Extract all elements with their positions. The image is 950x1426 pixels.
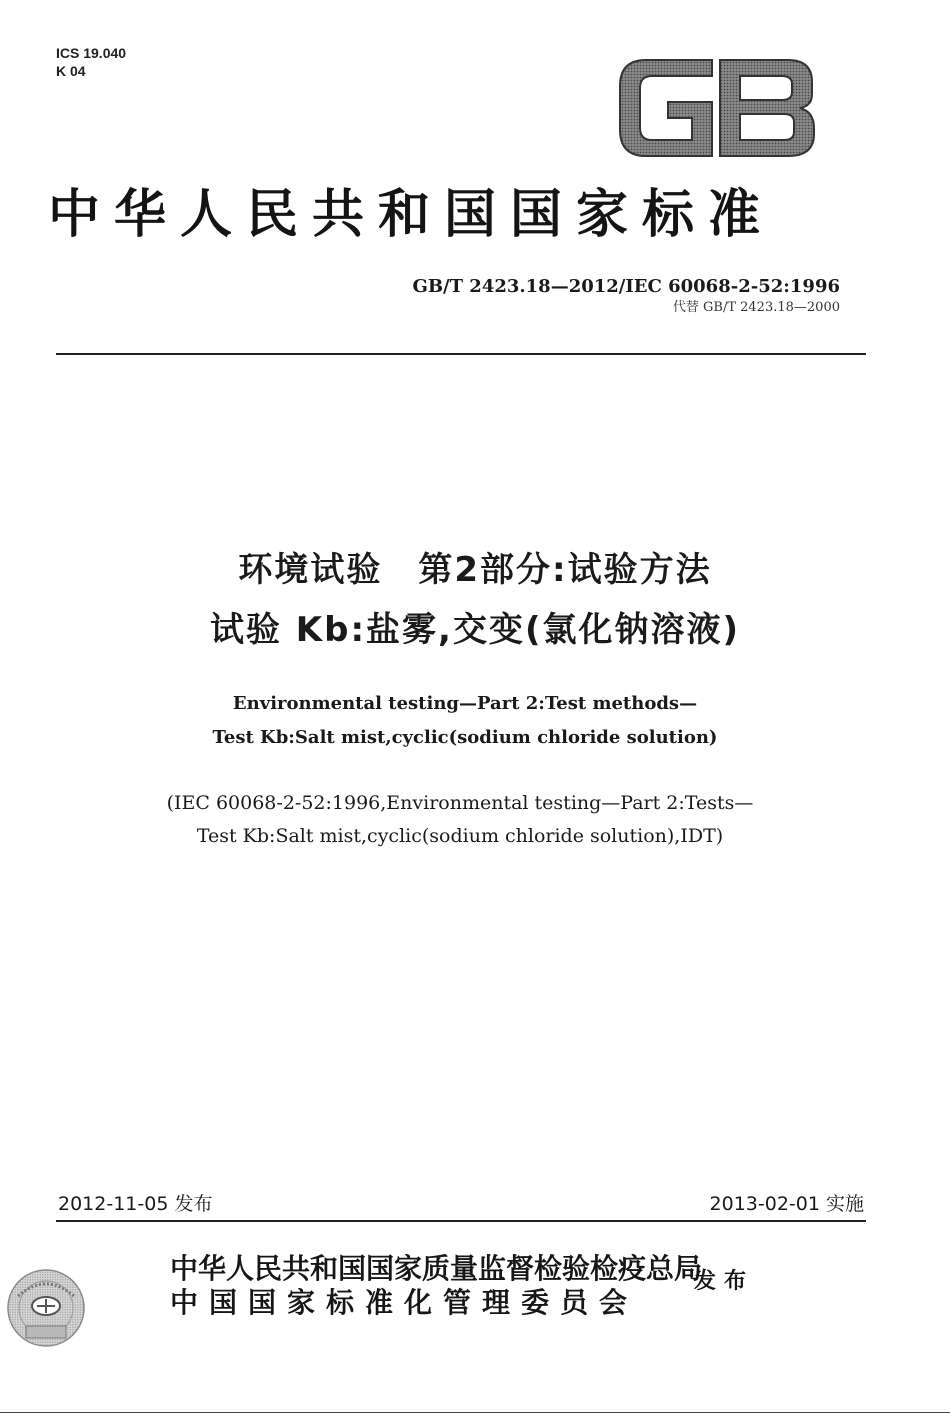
chinese-title-line-1: 环境试验 第2部分:试验方法 [238,550,712,590]
replaces-standard: 代替 GB/T 2423.18—2000 [672,300,840,315]
classification-codes [56,44,126,80]
national-standard-title: 中华人民共和国国家标准 [48,184,775,245]
issuer-sac: 中国国家标准化管理委员会 [170,1286,639,1319]
standard-number: GB/T 2423.18—2012/IEC 60068-2-52:1996 [412,276,840,297]
issuer-aqsiq: 中华人民共和国国家质量监督检验检疫总局 [170,1252,703,1285]
header-divider [56,353,866,355]
gb-logo [612,52,820,164]
iec-reference-line-1: (IEC 60068-2-52:1996,Environmental testing—Part 2:Tests— [166,792,754,814]
issue-date: 2012-11-05 发布 [58,1193,213,1215]
english-title-line-1: Environmental testing—Part 2:Test methods— [232,693,698,714]
chinese-title-line-2: 试验 Kb:盐雾,交变(氯化钠溶液) [209,610,741,650]
english-title-line-2: Test Kb:Salt mist,cyclic(sodium chloride solution) [212,727,718,748]
footer-divider [56,1220,866,1222]
page-bottom-edge [0,1412,950,1413]
iec-reference-line-2: Test Kb:Salt mist,cyclic(sodium chloride solution),IDT) [196,825,724,847]
publish-label: 发布 [694,1269,755,1294]
ics-code: ICS 19.040 [56,45,127,61]
ccs-code: K 04 [56,63,86,79]
implementation-date: 2013-02-01 实施 [709,1193,864,1215]
anti-counterfeit-seal-icon [4,1266,88,1350]
